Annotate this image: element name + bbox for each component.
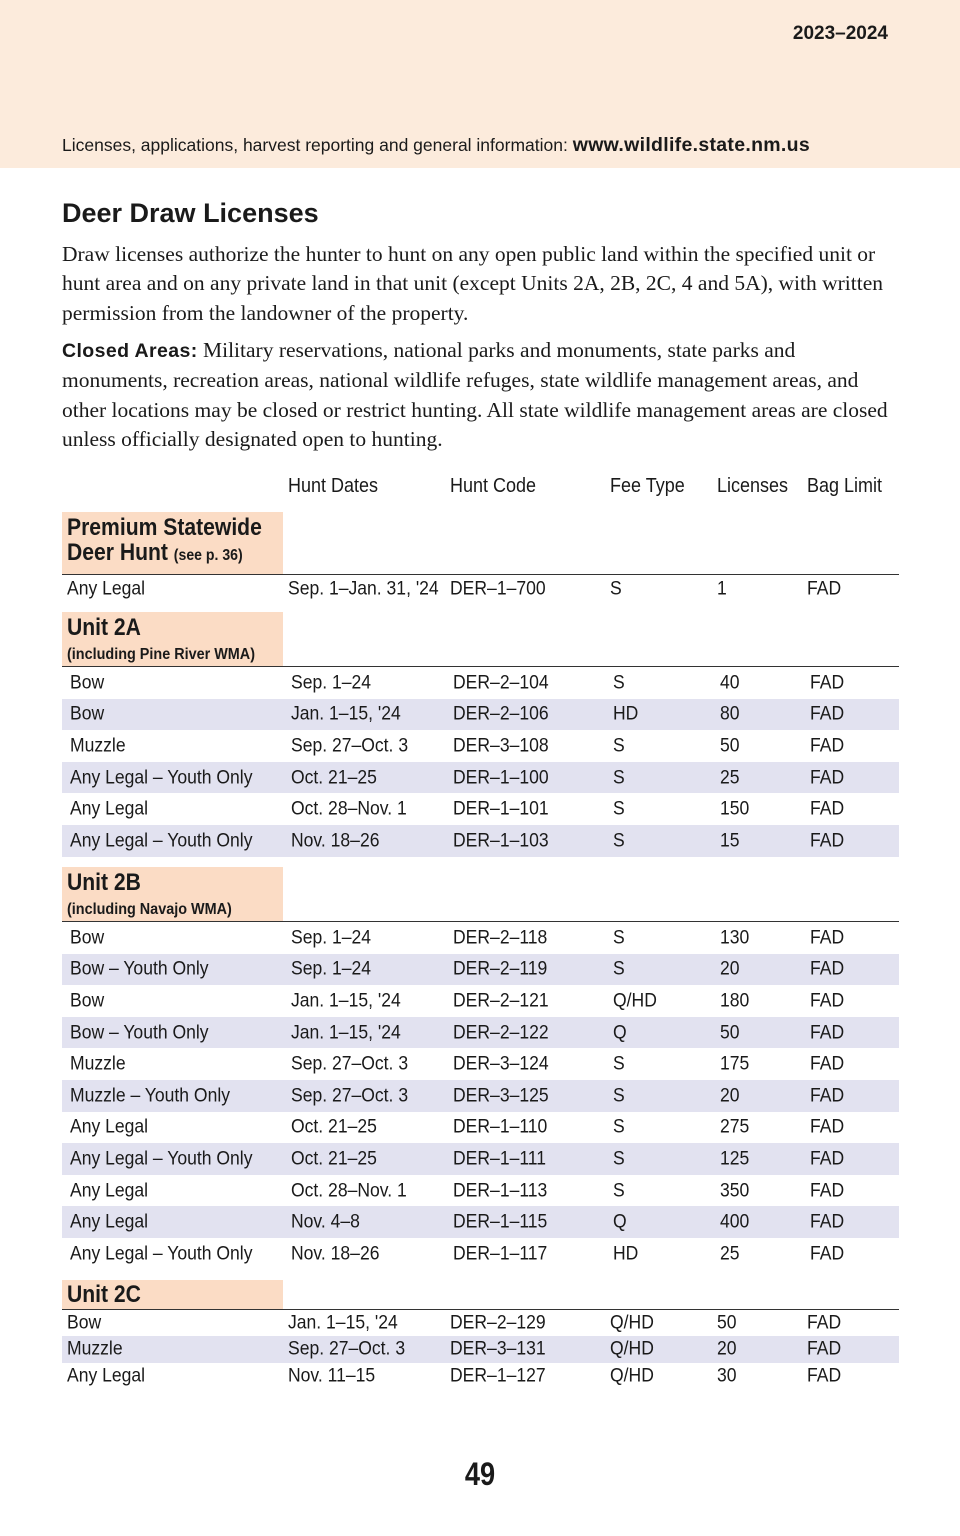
hunt-dates-cell: Sep. 1–24 — [291, 926, 372, 949]
table-row — [62, 954, 899, 986]
table-row — [62, 667, 899, 699]
hunt-dates-cell: Oct. 28–Nov. 1 — [291, 797, 407, 820]
table-row — [62, 762, 899, 794]
licenses-cell: 125 — [720, 1147, 750, 1170]
weapon-type-cell: Bow — [70, 671, 105, 694]
weapon-type-cell: Any Legal — [67, 577, 146, 600]
weapon-type-cell: Muzzle — [67, 1337, 123, 1360]
hunt-code-cell: DER–1–117 — [453, 1242, 548, 1265]
hunt-code-cell: DER–3–124 — [453, 1052, 549, 1075]
bag-limit-cell: FAD — [810, 1084, 845, 1107]
hunt-code-cell: DER–2–122 — [453, 1021, 549, 1044]
bag-limit-cell: FAD — [810, 1147, 845, 1170]
licenses-cell: 50 — [720, 1021, 740, 1044]
hunt-code-cell: DER–1–100 — [453, 766, 549, 789]
weapon-type-cell: Bow — [67, 1311, 102, 1334]
fee-type-cell: S — [613, 797, 625, 820]
weapon-type-cell: Any Legal – Youth Only — [70, 1147, 253, 1170]
licenses-cell: 130 — [720, 926, 750, 949]
weapon-type-cell: Bow — [70, 702, 105, 725]
bag-limit-cell: FAD — [810, 829, 845, 852]
weapon-type-cell: Bow — [70, 989, 105, 1012]
fee-type-cell: S — [610, 577, 622, 600]
licenses-cell: 40 — [720, 671, 740, 694]
unit-2c-title: Unit 2C — [67, 1281, 141, 1308]
hunt-dates-cell: Nov. 11–15 — [288, 1364, 376, 1387]
premium-title-line1: Premium Statewide — [67, 514, 262, 541]
table-row — [62, 1206, 899, 1238]
col-hunt-code: Hunt Code — [450, 475, 537, 497]
unit-2b-subtitle: (including Navajo WMA) — [67, 901, 232, 918]
licenses-cell: 20 — [717, 1337, 737, 1360]
unit-2b-title: Unit 2B — [67, 869, 141, 896]
fee-type-cell: S — [613, 829, 625, 852]
bag-limit-cell: FAD — [810, 1179, 845, 1202]
licenses-cell: 80 — [720, 702, 740, 725]
hunt-code-cell: DER–3–131 — [450, 1337, 546, 1360]
fee-type-cell: Q — [613, 1210, 627, 1233]
bag-limit-cell: FAD — [810, 926, 845, 949]
hunt-dates-cell: Nov. 4–8 — [291, 1210, 360, 1233]
licenses-cell: 275 — [720, 1115, 750, 1138]
hunt-dates-cell: Jan. 1–15, '24 — [291, 989, 401, 1012]
licenses-cell: 20 — [720, 1084, 740, 1107]
unit-2a-band — [62, 612, 283, 666]
licenses-cell: 400 — [720, 1210, 750, 1233]
licenses-cell: 30 — [717, 1364, 737, 1387]
hunt-dates-cell: Sep. 27–Oct. 3 — [291, 1052, 409, 1075]
table-row — [62, 1238, 899, 1270]
website-link[interactable]: www.wildlife.state.nm.us — [572, 134, 811, 156]
col-licenses: Licenses — [717, 475, 789, 497]
licenses-cell: 20 — [720, 957, 740, 980]
hunt-dates-cell: Jan. 1–15, '24 — [291, 702, 401, 725]
hunt-code-cell: DER–2–106 — [453, 702, 549, 725]
col-bag-limit: Bag Limit — [807, 475, 883, 497]
bag-limit-cell: FAD — [810, 702, 845, 725]
fee-type-cell: Q/HD — [613, 989, 657, 1012]
weapon-type-cell: Bow — [70, 926, 105, 949]
fee-type-cell: Q/HD — [610, 1364, 654, 1387]
page-title: Deer Draw Licenses — [62, 198, 319, 228]
unit-2a-subtitle: (including Pine River WMA) — [67, 646, 256, 663]
licenses-cell: 50 — [720, 734, 740, 757]
weapon-type-cell: Any Legal — [70, 1115, 149, 1138]
hunt-dates-cell: Sep. 1–24 — [291, 957, 372, 980]
licenses-cell: 350 — [720, 1179, 750, 1202]
hunt-code-cell: DER–1–101 — [453, 797, 549, 820]
unit-2a-title: Unit 2A — [67, 614, 141, 641]
hunt-dates-cell: Jan. 1–15, '24 — [288, 1311, 398, 1334]
bag-limit-cell: FAD — [810, 1210, 845, 1233]
table-row — [62, 1143, 899, 1175]
closed-areas-text: Military reservations, national parks and monuments, state parks and monuments, recreation areas, national wildlife refuges, state wildlife management areas, and other locations may be closed or restrict hunting. All state wildlife management areas are closed unless officially designated open to hunting. — [62, 338, 888, 451]
table-row — [62, 1080, 899, 1112]
weapon-type-cell: Bow – Youth Only — [70, 957, 209, 980]
fee-type-cell: S — [613, 766, 625, 789]
bag-limit-cell: FAD — [810, 734, 845, 757]
closed-areas-paragraph — [62, 336, 902, 454]
licenses-cell: 150 — [720, 797, 750, 820]
bag-limit-cell: FAD — [810, 1021, 845, 1044]
hunt-dates-cell: Oct. 28–Nov. 1 — [291, 1179, 407, 1202]
intro-paragraph: Draw licenses authorize the hunter to hunt on any open public land within the specified unit or hunt area and on any private land in that unit (except Units 2A, 2B, 2C, 4 and 5A), with written permission from the landowner of the property. — [62, 242, 883, 325]
fee-type-cell: S — [613, 957, 625, 980]
licenses-cell: 175 — [720, 1052, 750, 1075]
table-row — [62, 793, 899, 825]
hunt-dates-cell: Sep. 27–Oct. 3 — [291, 1084, 409, 1107]
hunt-dates-cell: Jan. 1–15, '24 — [291, 1021, 401, 1044]
bag-limit-cell: FAD — [810, 671, 845, 694]
hunt-code-cell: DER–2–104 — [453, 671, 549, 694]
unit-2b-band — [62, 867, 283, 921]
weapon-type-cell: Bow – Youth Only — [70, 1021, 209, 1044]
fee-type-cell: S — [613, 734, 625, 757]
year-label: 2023–2024 — [792, 23, 888, 44]
hunt-code-cell: DER–2–119 — [453, 957, 548, 980]
table-row — [62, 1017, 899, 1049]
bag-limit-cell: FAD — [807, 1364, 842, 1387]
bag-limit-cell: FAD — [810, 766, 845, 789]
closed-areas-label: Closed Areas: — [62, 340, 198, 362]
hunt-dates-cell: Sep. 1–Jan. 31, '24 — [288, 577, 439, 600]
table-row — [62, 699, 899, 731]
licenses-cell: 15 — [720, 829, 740, 852]
hunt-dates-cell: Nov. 18–26 — [291, 1242, 380, 1265]
licenses-cell: 1 — [717, 577, 727, 600]
table-row — [62, 1048, 899, 1080]
hunt-code-cell: DER–3–125 — [453, 1084, 549, 1107]
col-fee-type: Fee Type — [610, 475, 685, 497]
hunt-dates-cell: Nov. 18–26 — [291, 829, 380, 852]
hunt-dates-cell: Sep. 27–Oct. 3 — [288, 1337, 406, 1360]
weapon-type-cell: Muzzle — [70, 1052, 126, 1075]
table-row — [62, 1310, 899, 1336]
hunt-dates-cell: Sep. 27–Oct. 3 — [291, 734, 409, 757]
table-row — [62, 575, 899, 603]
table-row — [62, 1112, 899, 1144]
bag-limit-cell: FAD — [810, 957, 845, 980]
hunt-dates-cell: Oct. 21–25 — [291, 766, 377, 789]
hunt-code-cell: DER–1–113 — [453, 1179, 548, 1202]
table-row — [62, 1175, 899, 1207]
hunt-code-cell: DER–1–700 — [450, 577, 546, 600]
weapon-type-cell: Any Legal – Youth Only — [70, 766, 253, 789]
weapon-type-cell: Any Legal – Youth Only — [70, 1242, 253, 1265]
bag-limit-cell: FAD — [810, 989, 845, 1012]
licenses-cell: 25 — [720, 1242, 740, 1265]
col-hunt-dates: Hunt Dates — [288, 475, 379, 497]
weapon-type-cell: Any Legal — [70, 1179, 149, 1202]
weapon-type-cell: Any Legal — [67, 1364, 146, 1387]
premium-band — [62, 512, 283, 574]
bag-limit-cell: FAD — [807, 577, 842, 600]
hunt-code-cell: DER–1–110 — [453, 1115, 548, 1138]
fee-type-cell: S — [613, 1147, 625, 1170]
fee-type-cell: S — [613, 671, 625, 694]
fee-type-cell: Q — [613, 1021, 627, 1044]
hunt-code-cell: DER–1–103 — [453, 829, 549, 852]
table-row — [62, 1363, 899, 1389]
fee-type-cell: S — [613, 1115, 625, 1138]
bag-limit-cell: FAD — [810, 1052, 845, 1075]
table-row — [62, 730, 899, 762]
weapon-type-cell: Any Legal — [70, 1210, 149, 1233]
hunt-code-cell: DER–2–129 — [450, 1311, 546, 1334]
fee-type-cell: Q/HD — [610, 1337, 654, 1360]
table-row — [62, 985, 899, 1017]
fee-type-cell: S — [613, 926, 625, 949]
bag-limit-cell: FAD — [810, 1115, 845, 1138]
fee-type-cell: S — [613, 1179, 625, 1202]
fee-type-cell: HD — [613, 702, 639, 725]
premium-title-name: Deer Hunt — [67, 539, 168, 566]
hunt-code-cell: DER–3–108 — [453, 734, 549, 757]
bag-limit-cell: FAD — [807, 1311, 842, 1334]
info-line — [62, 134, 810, 157]
premium-note: (see p. 36) — [173, 547, 243, 564]
hunt-code-cell: DER–1–115 — [453, 1210, 548, 1233]
hunt-code-cell: DER–1–127 — [450, 1364, 546, 1387]
hunt-dates-cell: Oct. 21–25 — [291, 1147, 377, 1170]
hunt-dates-cell: Sep. 1–24 — [291, 671, 372, 694]
hunt-code-cell: DER–1–111 — [453, 1147, 547, 1170]
info-text: Licenses, applications, harvest reporting and general information: — [62, 135, 568, 155]
page-number: 49 — [464, 1456, 496, 1492]
licenses-cell: 180 — [720, 989, 750, 1012]
premium-title-line2 — [67, 540, 243, 569]
fee-type-cell: HD — [613, 1242, 639, 1265]
fee-type-cell: S — [613, 1084, 625, 1107]
licenses-cell: 50 — [717, 1311, 737, 1334]
fee-type-cell: S — [613, 1052, 625, 1075]
weapon-type-cell: Muzzle – Youth Only — [70, 1084, 231, 1107]
bag-limit-cell: FAD — [810, 797, 845, 820]
weapon-type-cell: Any Legal – Youth Only — [70, 829, 253, 852]
fee-type-cell: Q/HD — [610, 1311, 654, 1334]
licenses-cell: 25 — [720, 766, 740, 789]
hunt-code-cell: DER–2–121 — [453, 989, 549, 1012]
hunt-dates-cell: Oct. 21–25 — [291, 1115, 377, 1138]
bag-limit-cell: FAD — [810, 1242, 845, 1265]
unit-2c-band — [62, 1280, 283, 1309]
table-row — [62, 825, 899, 857]
table-row — [62, 1336, 899, 1362]
hunt-code-cell: DER–2–118 — [453, 926, 548, 949]
weapon-type-cell: Muzzle — [70, 734, 126, 757]
weapon-type-cell: Any Legal — [70, 797, 149, 820]
bag-limit-cell: FAD — [807, 1337, 842, 1360]
table-row — [62, 922, 899, 954]
